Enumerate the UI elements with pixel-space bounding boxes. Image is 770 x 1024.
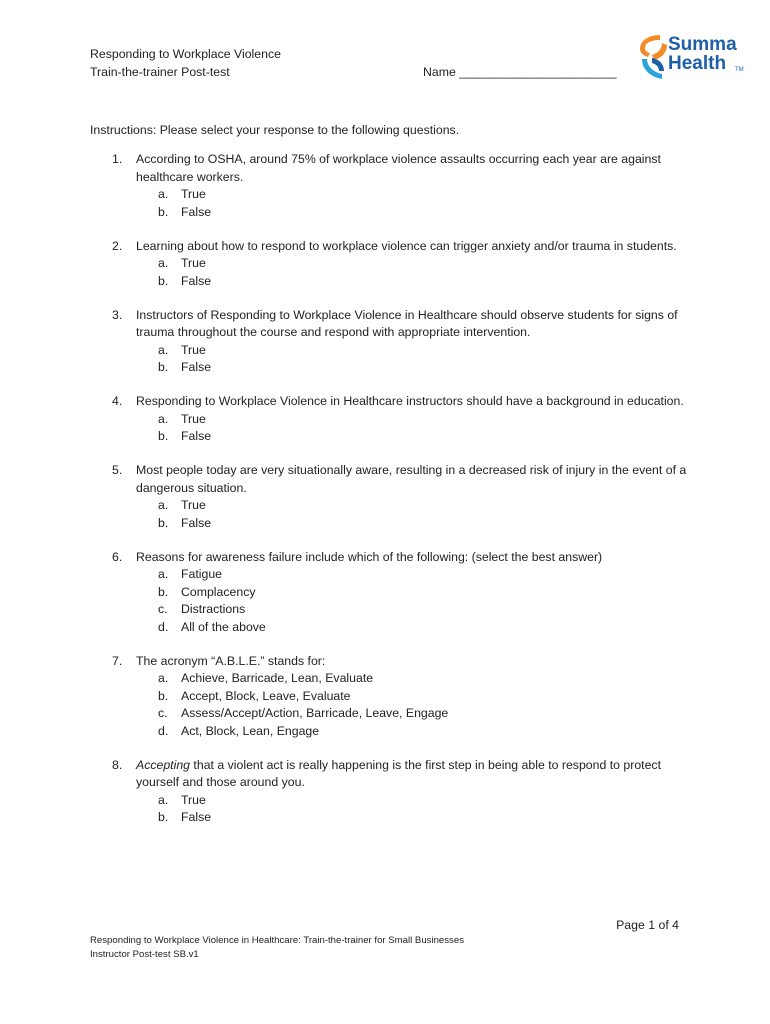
answer-option <box>136 809 690 827</box>
question-text: Most people today are very situationally aware, resulting in a decreased risk of injury in the event of a dangerous situation. <box>136 463 687 495</box>
option-text: Accept, Block, Leave, Evaluate <box>181 688 351 703</box>
option-text: False <box>181 515 212 530</box>
answer-option <box>136 688 690 706</box>
question-number: 7. <box>112 653 123 668</box>
answer-options <box>136 792 690 827</box>
option-text: All of the above <box>181 619 266 634</box>
answer-option <box>136 515 690 533</box>
question-4 <box>90 393 690 446</box>
answer-option <box>136 723 690 741</box>
answer-option <box>136 792 690 810</box>
answer-option <box>136 273 690 291</box>
option-letter: a. <box>158 342 169 357</box>
answer-option <box>136 670 690 688</box>
option-text: False <box>181 273 212 288</box>
answer-options <box>136 186 690 221</box>
question-2 <box>90 238 690 291</box>
answer-options <box>136 566 690 636</box>
option-letter: a. <box>158 187 169 201</box>
option-text: Fatigue <box>181 567 223 581</box>
option-text: True <box>181 792 206 807</box>
document-title: Responding to Workplace Violence <box>90 47 281 61</box>
emphasized-word: Accepting <box>136 757 191 772</box>
answer-option <box>136 619 690 637</box>
question-text: Responding to Workplace Violence in Healthcare instructors should have a background in education. <box>136 394 684 408</box>
option-letter: b. <box>158 204 169 219</box>
question-text: The acronym “A.B.L.E.” stands for: <box>136 653 326 668</box>
question-5 <box>90 462 690 532</box>
option-text: False <box>181 810 212 824</box>
page-header <box>90 46 281 81</box>
option-text: Distractions <box>181 602 246 616</box>
option-letter: b. <box>158 688 169 703</box>
name-field: Name _______________________ <box>423 65 617 79</box>
option-text: True <box>181 187 206 201</box>
answer-option <box>136 255 690 273</box>
answer-option <box>136 566 690 584</box>
option-letter: a. <box>158 671 169 685</box>
answer-option <box>136 584 690 602</box>
option-letter: b. <box>158 360 169 374</box>
question-number: 4. <box>112 394 123 408</box>
question-list <box>90 151 690 843</box>
question-number: 1. <box>112 152 123 166</box>
question-number: 6. <box>112 549 123 564</box>
footer-line-1: Responding to Workplace Violence in Healthcare: Train-the-trainer for Small Businesses <box>90 935 464 946</box>
answer-options <box>136 342 690 377</box>
option-text: True <box>181 498 206 512</box>
page-footer <box>90 934 464 962</box>
answer-option <box>136 705 690 723</box>
option-letter: d. <box>158 723 169 738</box>
question-text <box>136 757 690 792</box>
option-text: False <box>181 360 212 374</box>
answer-option <box>136 411 690 429</box>
answer-options <box>136 497 690 532</box>
summa-health-logo <box>636 33 746 83</box>
question-number: 2. <box>112 238 123 253</box>
option-letter: b. <box>158 810 169 824</box>
summa-health-logo-icon <box>636 33 668 81</box>
question-6 <box>90 549 690 637</box>
question-7 <box>90 653 690 741</box>
logo-text-summa: Summa <box>668 34 737 55</box>
answer-option <box>136 342 690 360</box>
option-letter: a. <box>158 256 169 270</box>
answer-option <box>136 601 690 619</box>
option-text: Act, Block, Lean, Engage <box>181 723 320 738</box>
question-text-rest: that a violent act is really happening is the first step in being able to respond to protect yourself and those around you. <box>136 757 661 789</box>
document-subtitle: Train-the-trainer Post-test <box>90 64 230 79</box>
answer-option <box>136 204 690 222</box>
footer-line-2: Instructor Post-test SB.v1 <box>90 949 199 960</box>
question-text: Learning about how to respond to workplace violence can trigger anxiety and/or trauma in students. <box>136 238 677 253</box>
option-text: False <box>181 204 212 219</box>
logo-text-health: Health <box>668 53 727 74</box>
option-letter: a. <box>158 792 169 807</box>
page-number: Page 1 of 4 <box>616 918 679 932</box>
question-text: According to OSHA, around 75% of workplace violence assaults occurring each year are against healthcare workers. <box>136 152 661 184</box>
question-text: Reasons for awareness failure include which of the following: (select the best answer) <box>136 549 603 564</box>
answer-options <box>136 411 690 446</box>
answer-option <box>136 497 690 515</box>
answer-option <box>136 186 690 204</box>
question-number: 5. <box>112 463 123 477</box>
option-letter: c. <box>158 706 168 720</box>
option-letter: b. <box>158 429 169 443</box>
option-text: Complacency <box>181 584 256 599</box>
option-text: False <box>181 429 212 443</box>
option-letter: d. <box>158 619 169 634</box>
answer-options <box>136 255 690 290</box>
option-text: True <box>181 342 206 357</box>
question-number: 8. <box>112 757 123 772</box>
option-letter: a. <box>158 567 169 581</box>
question-text: Instructors of Responding to Workplace Violence in Healthcare should observe students for signs of trauma throughout the course and respond with appropriate intervention. <box>136 307 678 339</box>
instructions: Instructions: Please select your response to the following questions. <box>90 123 460 137</box>
answer-options <box>136 670 690 740</box>
question-3 <box>90 307 690 377</box>
option-letter: b. <box>158 584 169 599</box>
option-letter: a. <box>158 411 169 426</box>
option-letter: b. <box>158 273 169 288</box>
option-letter: c. <box>158 602 168 616</box>
option-text: Achieve, Barricade, Lean, Evaluate <box>181 671 374 685</box>
option-text: Assess/Accept/Action, Barricade, Leave, Engage <box>181 706 449 720</box>
question-1 <box>90 151 690 221</box>
logo-trademark: TM <box>735 67 744 73</box>
answer-option <box>136 359 690 377</box>
question-number: 3. <box>112 307 123 322</box>
question-8 <box>90 757 690 827</box>
option-letter: a. <box>158 498 169 512</box>
answer-option <box>136 428 690 446</box>
option-text: True <box>181 256 206 270</box>
option-text: True <box>181 411 206 426</box>
option-letter: b. <box>158 515 169 530</box>
